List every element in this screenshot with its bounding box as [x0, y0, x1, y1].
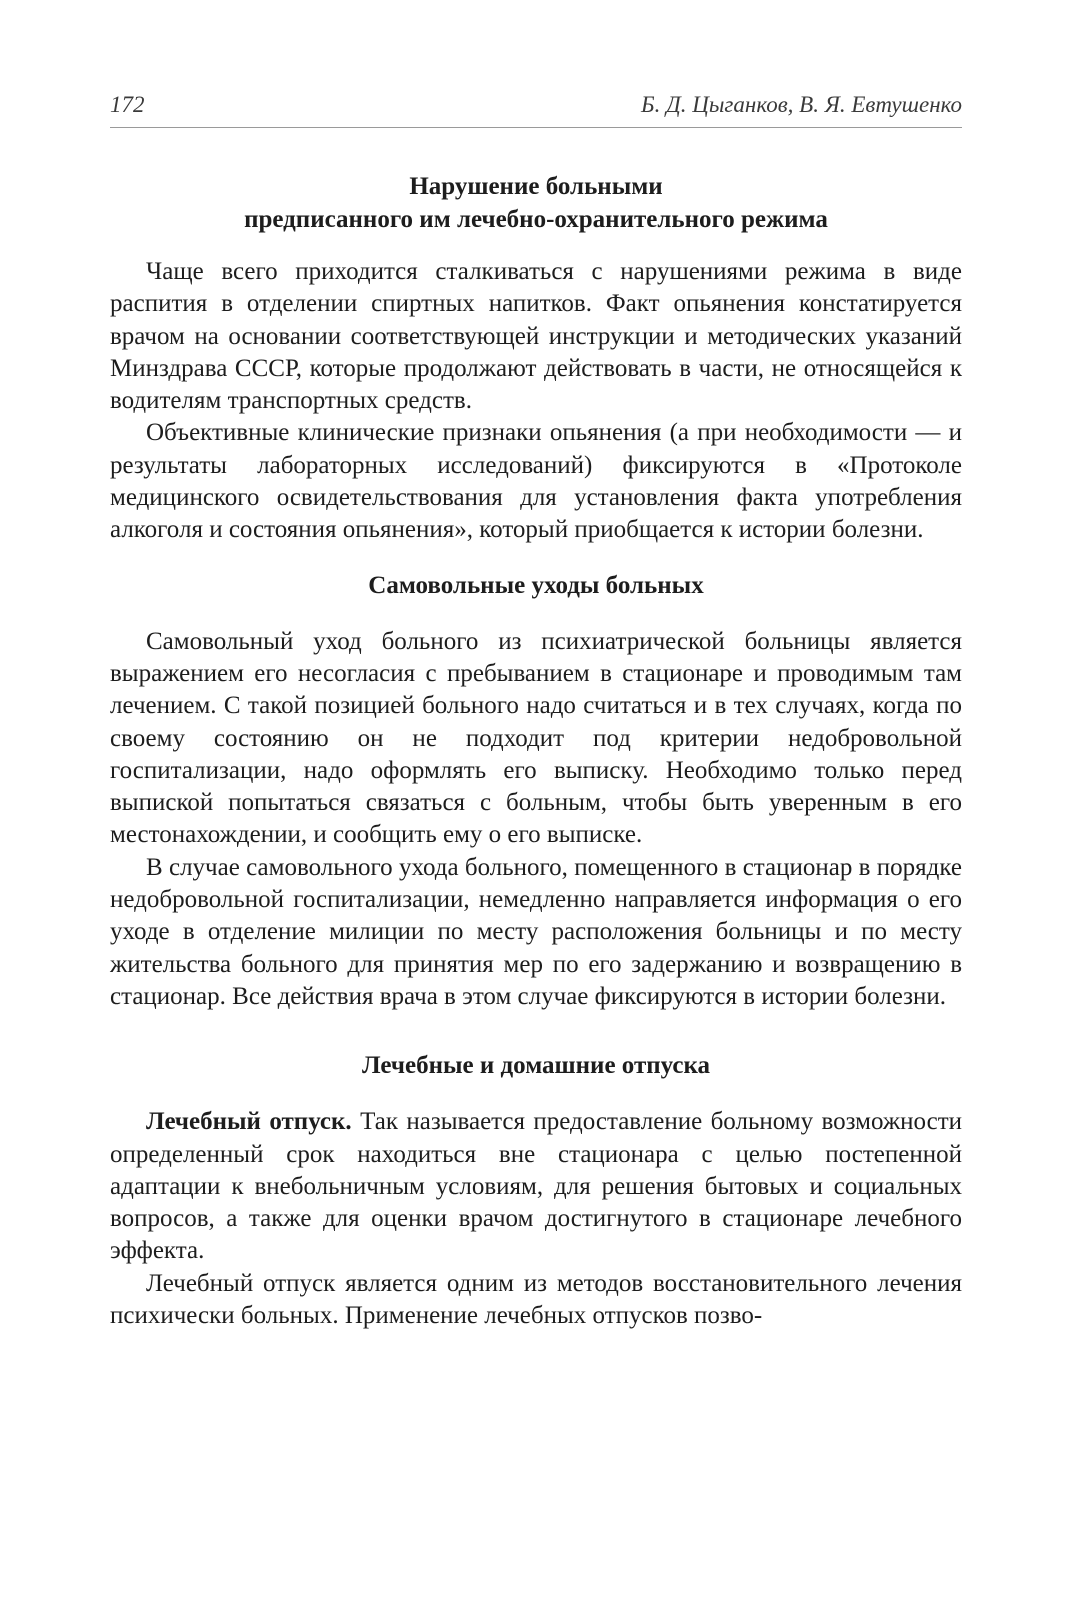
section-title-vacations: Лечебные и домашние отпуска [361, 1052, 711, 1080]
running-header [110, 92, 962, 128]
book-page [110, 92, 962, 1332]
paragraph-lead-term: Лечебный отпуск. [146, 1108, 352, 1136]
section-title-regime [110, 170, 962, 236]
section-title-line2: предписанного им лечебно-охранительного режима [244, 206, 828, 233]
paragraph-regime-1: Чаще всего приходится сталкиваться с нарушениями режима в виде распития в отделении спиртных напитков. Факт опьянения констатируется врачом на основании соответствующей инструкции и методических указаний Минздрава СССР, которые продолжают действовать в части, не относящейся к водителям транспортных средств. [110, 258, 962, 415]
authors: Б. Д. Цыганков, В. Я. Евтушенко [641, 92, 962, 117]
paragraph-leave-2: В случае самовольного ухода больного, помещенного в стационар в порядке недобровольной госпитализации, немедленно направляется информация о его уходе в отделение милиции по месту расположения больницы и по месту жительства больного для принятия мер по его задержанию и возвращению в стационар. Все действия врача в этом случае фиксируются в истории болезни. [110, 853, 962, 1010]
section-title-unauthorized-leave: Самовольные уходы больных [368, 571, 704, 599]
paragraph-vacation-1 [110, 1106, 962, 1267]
paragraph-vacation-1-text: Так называется предоставление больному возможности определенный срок находиться вне стационара с целью постепенной адаптации к внебольничным условиям, для решения бытовых и социальных вопросов, а также для оценки врачом достигнутого в стационаре лечебного эффекта. [110, 1108, 962, 1265]
paragraph-vacation-2: Лечебный отпуск является одним из методов восстановительного лечения психически больных. Применение лечебных отпусков позво- [110, 1269, 962, 1330]
paragraph-leave-1: Самовольный уход больного из психиатрической больницы является выражением его несогласия с пребыванием в стационаре и проводимым там лечением. С такой позицией больного надо считаться и в тех случаях, когда по своему состоянию он не подходит под критерии недобровольной госпитализации, надо оформлять его выписку. Необходимо только перед выпиской попытаться связаться с больным, чтобы быть уверенным в его местонахождении, и сообщить ему о его выписке. [110, 627, 962, 849]
page-number: 172 [110, 92, 145, 117]
section-title-line1: Нарушение больными [409, 173, 663, 200]
paragraph-regime-2: Объективные клинические признаки опьянения (а при необходимости — и результаты лабораторных исследований) фиксируются в «Протоколе медицинского освидетельствования для установления факта употребления алкоголя и состояния опьянения», который приобщается к истории болезни. [110, 419, 962, 544]
